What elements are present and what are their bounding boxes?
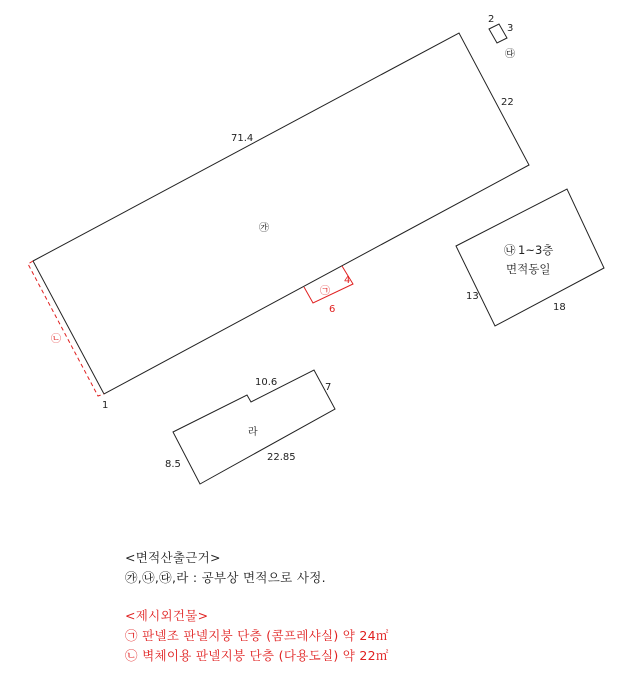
excluded-2-symbol: ㉡ bbox=[51, 334, 61, 345]
excluded-1-symbol: ㉠ bbox=[320, 286, 330, 297]
building-na-dim-bottom: 18 bbox=[553, 302, 566, 313]
excluded-1-dim-side: 4 bbox=[344, 275, 351, 286]
excluded-item-2: ㉡ 벽체이용 판넬지붕 단층 (다용도실) 약 22㎡ bbox=[125, 648, 389, 663]
building-ga-symbol: ㉮ bbox=[259, 223, 269, 234]
building-na-symbol: ㉯ bbox=[504, 243, 516, 257]
area-basis-text: ㉮,㉯,㉰,라 : 공부상 면적으로 사정. bbox=[125, 570, 326, 585]
building-ga-dim-top: 71.4 bbox=[231, 133, 254, 144]
building-da-outline bbox=[489, 24, 507, 43]
excluded-1-dim-bottom: 6 bbox=[329, 304, 336, 315]
building-ra-symbol: 라 bbox=[248, 427, 258, 438]
notes-block bbox=[125, 548, 389, 666]
building-da-dim-left: 2 bbox=[488, 14, 495, 25]
building-ga-dim-corner: 1 bbox=[102, 400, 109, 411]
building-ga-dim-right: 22 bbox=[501, 97, 514, 108]
excluded-2-outline bbox=[28, 261, 104, 396]
building-na-label-line2: 면적동일 bbox=[506, 262, 551, 276]
building-na-dim-left: 13 bbox=[466, 291, 479, 302]
building-ga-outline bbox=[33, 33, 529, 394]
building-da-dim-right: 3 bbox=[507, 23, 514, 34]
building-ra-dim-left: 8.5 bbox=[165, 459, 181, 470]
building-ra-dim-right: 7 bbox=[325, 382, 332, 393]
building-da-symbol: ㉰ bbox=[505, 49, 515, 60]
area-basis-title: <면적산출근거> bbox=[125, 550, 221, 565]
notes-spacer bbox=[125, 588, 389, 606]
excluded-title: <제시외건물> bbox=[125, 608, 209, 623]
building-ra-dim-top: 10.6 bbox=[255, 377, 278, 388]
building-na-outline bbox=[456, 189, 604, 326]
building-na-label-line1: 1~3층 bbox=[518, 243, 554, 257]
excluded-item-1: ㉠ 판넬조 판넬지붕 단층 (콤프레샤실) 약 24㎡ bbox=[125, 628, 389, 643]
building-ra-dim-bottom: 22.85 bbox=[267, 452, 296, 463]
